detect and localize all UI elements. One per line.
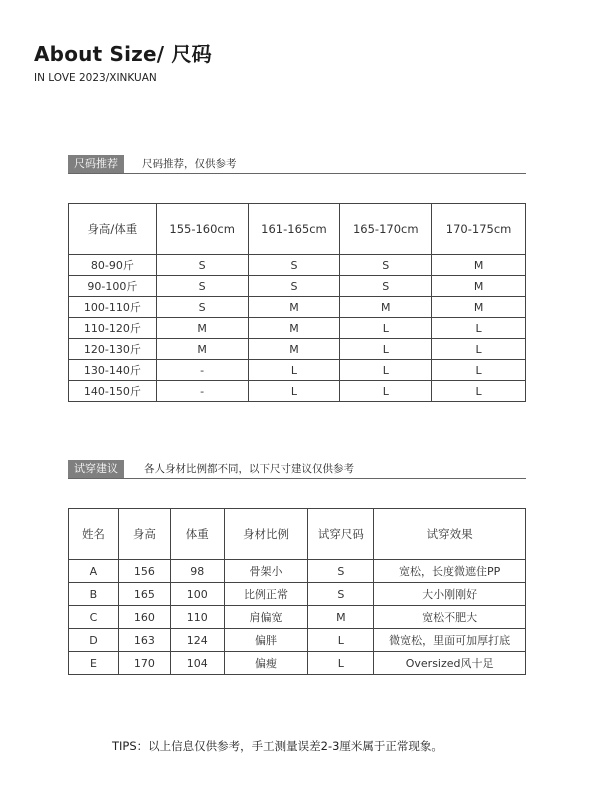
table-cell: 160 — [118, 606, 170, 629]
table-row — [69, 560, 526, 583]
table-cell: S — [248, 255, 340, 276]
table-cell: 大小刚刚好 — [374, 583, 526, 606]
table-cell: 140-150斤 — [69, 381, 157, 402]
table-cell: S — [308, 583, 374, 606]
column-header: 165-170cm — [340, 204, 432, 255]
table-cell: S — [340, 255, 432, 276]
fit-section-tag: 试穿建议 — [68, 460, 124, 478]
table-row — [69, 606, 526, 629]
table-cell: M — [248, 318, 340, 339]
column-header: 身材比例 — [224, 509, 308, 560]
table-cell: 170 — [118, 652, 170, 675]
table-cell: M — [156, 318, 248, 339]
column-header: 身高/体重 — [69, 204, 157, 255]
table-row — [69, 276, 526, 297]
table-cell: L — [248, 381, 340, 402]
table-cell: M — [432, 297, 526, 318]
table-cell: - — [156, 360, 248, 381]
table-cell: M — [432, 276, 526, 297]
table-cell: L — [432, 339, 526, 360]
size-section-header — [68, 155, 526, 174]
table-cell: M — [248, 339, 340, 360]
column-header: 155-160cm — [156, 204, 248, 255]
table-row — [69, 360, 526, 381]
table-cell: 100 — [170, 583, 224, 606]
table-row — [69, 583, 526, 606]
table-cell: Oversized风十足 — [374, 652, 526, 675]
table-cell: S — [340, 276, 432, 297]
column-header: 体重 — [170, 509, 224, 560]
table-header-row — [69, 204, 526, 255]
table-cell: 偏胖 — [224, 629, 308, 652]
table-header-row — [69, 509, 526, 560]
table-cell: L — [432, 360, 526, 381]
table-cell: 110-120斤 — [69, 318, 157, 339]
table-cell: 165 — [118, 583, 170, 606]
table-cell: M — [248, 297, 340, 318]
table-cell: S — [156, 276, 248, 297]
table-row — [69, 297, 526, 318]
size-section-note: 尺码推荐，仅供参考 — [142, 158, 237, 170]
page-subtitle: IN LOVE 2023/XINKUAN — [34, 72, 157, 84]
fit-section-note: 各人身材比例都不同，以下尺寸建议仅供参考 — [144, 463, 354, 475]
table-cell: M — [432, 255, 526, 276]
table-cell: S — [248, 276, 340, 297]
table-cell: 偏瘦 — [224, 652, 308, 675]
table-cell: A — [69, 560, 119, 583]
size-recommendation-table — [68, 203, 526, 402]
table-cell: 120-130斤 — [69, 339, 157, 360]
table-cell: 98 — [170, 560, 224, 583]
table-cell: 宽松不肥大 — [374, 606, 526, 629]
table-cell: 80-90斤 — [69, 255, 157, 276]
table-cell: 肩偏宽 — [224, 606, 308, 629]
table-cell: 110 — [170, 606, 224, 629]
table-cell: M — [156, 339, 248, 360]
table-cell: 微宽松，里面可加厚打底 — [374, 629, 526, 652]
table-row — [69, 339, 526, 360]
table-cell: S — [156, 255, 248, 276]
table-cell: M — [308, 606, 374, 629]
table-cell: M — [340, 297, 432, 318]
table-cell: 100-110斤 — [69, 297, 157, 318]
table-row — [69, 255, 526, 276]
table-cell: D — [69, 629, 119, 652]
page-title: About Size/ 尺码 — [34, 42, 212, 66]
table-cell: 比例正常 — [224, 583, 308, 606]
table-cell: 163 — [118, 629, 170, 652]
table-cell: C — [69, 606, 119, 629]
tips-note: TIPS：以上信息仅供参考，手工测量误差2-3厘米属于正常现象。 — [112, 739, 443, 753]
table-row — [69, 381, 526, 402]
table-cell: L — [340, 381, 432, 402]
table-cell: L — [340, 318, 432, 339]
table-cell: E — [69, 652, 119, 675]
table-cell: 156 — [118, 560, 170, 583]
table-cell: 104 — [170, 652, 224, 675]
column-header: 170-175cm — [432, 204, 526, 255]
table-cell: B — [69, 583, 119, 606]
table-cell: 130-140斤 — [69, 360, 157, 381]
table-cell: 90-100斤 — [69, 276, 157, 297]
table-cell: S — [156, 297, 248, 318]
table-cell: L — [248, 360, 340, 381]
table-row — [69, 629, 526, 652]
column-header: 161-165cm — [248, 204, 340, 255]
fit-suggestion-table — [68, 508, 526, 675]
table-cell: 骨架小 — [224, 560, 308, 583]
table-cell: - — [156, 381, 248, 402]
fit-section-header — [68, 460, 526, 479]
table-cell: L — [432, 381, 526, 402]
column-header: 姓名 — [69, 509, 119, 560]
table-row — [69, 318, 526, 339]
column-header: 试穿效果 — [374, 509, 526, 560]
table-cell: L — [340, 339, 432, 360]
table-cell: L — [340, 360, 432, 381]
size-section-tag: 尺码推荐 — [68, 155, 124, 173]
table-cell: L — [308, 652, 374, 675]
table-row — [69, 652, 526, 675]
column-header: 试穿尺码 — [308, 509, 374, 560]
table-cell: 124 — [170, 629, 224, 652]
table-cell: S — [308, 560, 374, 583]
table-cell: 宽松，长度微遮住PP — [374, 560, 526, 583]
table-cell: L — [432, 318, 526, 339]
column-header: 身高 — [118, 509, 170, 560]
table-cell: L — [308, 629, 374, 652]
